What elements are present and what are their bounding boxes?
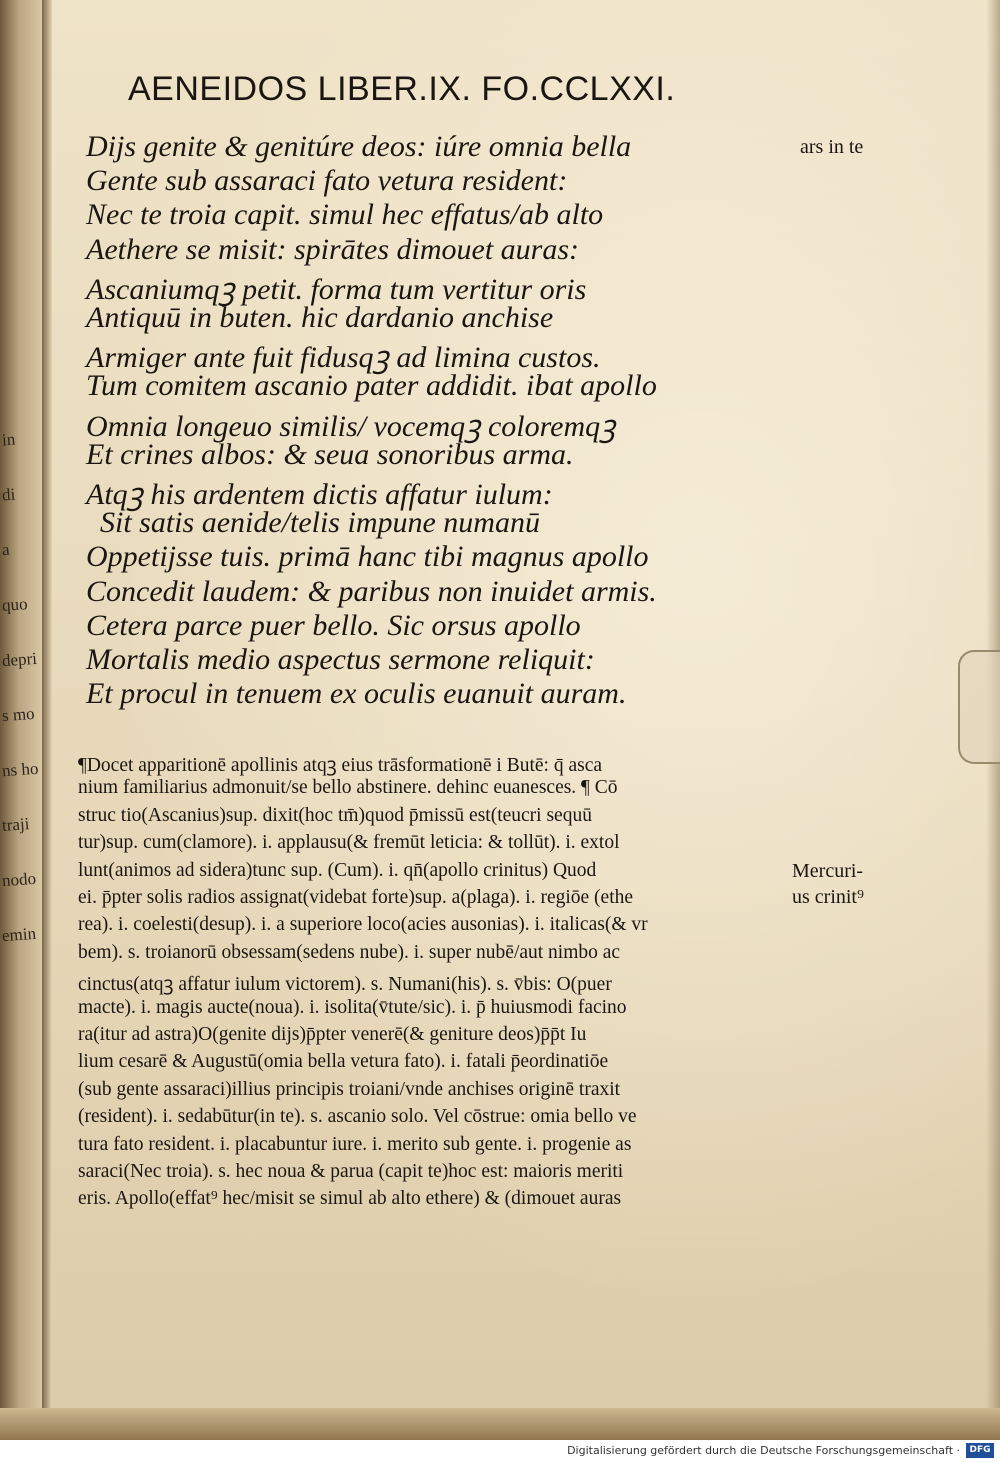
commentary-line: tura fato resident. i. placabuntur iure. i. merito sub gente. i. progenie as	[78, 1133, 632, 1155]
running-head: AENEIDOS LIBER.IX. FO.CCLXXI.	[128, 70, 676, 108]
left-page-fragment: di	[1, 484, 16, 505]
commentary-line: bem). s. troianorū obsessam(sedens nube). i. super nubē/aut nimbo ac	[78, 941, 621, 963]
page-tab-marker	[958, 650, 1000, 764]
verse-line: Et procul in tenuem ex oculis euanuit auram.	[86, 677, 627, 711]
verse-line: Oppetijsse tuis. primā hanc tibi magnus apollo	[86, 540, 649, 574]
left-page-fragment: depri	[1, 648, 38, 671]
left-page-fragment: nodo	[1, 868, 37, 891]
verse-line: Aethere se misit: spirātes dimouet auras:	[86, 232, 579, 266]
verse-line: Mortalis medio aspectus sermone reliquit:	[86, 643, 595, 676]
margin-note-mercurius-1: Mercuri-	[792, 860, 864, 882]
bottom-page-edge	[0, 1408, 1000, 1440]
verse-line: Antiquū in buten. hic dardanio anchise	[86, 301, 554, 334]
left-page-fragment: quo	[1, 594, 29, 615]
dfg-logo: DFG	[966, 1443, 994, 1458]
commentary-line: eris. Apollo(effat⁹ hec/misit se simul ab alto ethere) & (dimouet auras	[78, 1188, 622, 1210]
commentary-line: (resident). i. sedabūtur(in te). s. ascanio solo. Vel cōstrue: omia bello ve	[78, 1106, 637, 1128]
verse-line: Nec te troia capit. simul hec effatus/ab alto	[86, 198, 604, 232]
left-page-fragment: s mo	[1, 703, 36, 726]
commentary-line: struc tio(Ascanius)sup. dixit(hoc tm̄)quod p̄missū est(teucri sequū	[78, 804, 592, 826]
verse-line: Concedit laudem: & paribus non inuidet armis.	[86, 574, 657, 608]
commentary-line: macte). i. magis aucte(noua). i. isolita(v̄tute/sic). i. p̄ huiusmodi facino	[78, 996, 627, 1018]
verse-line: Et crines albos: & seua sonoribus arma.	[86, 437, 574, 471]
left-page-fragment: emin	[1, 923, 37, 946]
commentary-line: ra(itur ad astra)O(genite dijs)p̄pter venerē(& geniture deos)p̄p̄t Iu	[78, 1024, 587, 1045]
left-page-fragment: traji	[1, 814, 30, 835]
commentary-line: rea). i. coelesti(desup). i. a superiore loco(acies ausonias). i. italicas(& vr	[78, 914, 648, 936]
commentary-line: ¶Docet apparitionē apollinis atqꝫ eius trāsformationē i Butē: q̄ asca	[78, 755, 603, 776]
verse-line: Atqꝫ his ardentem dictis affatur iulum:	[86, 478, 553, 511]
commentary-line: lium cesarē & Augustū(omia bella vetura fato). i. fatali p̄eordinatiōe	[78, 1051, 609, 1073]
verse-line: Omnia longeuo similis/ vocemqꝫ coloremqꝫ	[86, 409, 616, 443]
verse-line: Gente sub assaraci fato vetura resident:	[86, 164, 568, 198]
left-page-fragment: a	[1, 539, 11, 560]
footer-credit: Digitalisierung gefördert durch die Deutsche Forschungsgemeinschaft ·	[567, 1444, 960, 1457]
commentary-line: ei. p̄pter solis radios assignat(videbat forte)sup. a(plaga). i. regiōe (ethe	[78, 887, 634, 908]
verse-line: Dijs genite & genitúre deos: iúre omnia bella	[86, 130, 632, 163]
verse-line: Sit satis aenide/telis impune numanū	[100, 506, 540, 540]
verse-line: Armiger ante fuit fidusqꝫ ad limina custos.	[86, 341, 601, 375]
commentary-line: nium familiarius admonuit/se bello abstinere. dehinc euanesces. ¶ Cō	[78, 777, 618, 799]
commentary-line: cinctus(atqꝫ affatur iulum victorem). s. Numani(his). s. v̄bis: O(puer	[78, 974, 612, 996]
verse-line: Cetera parce puer bello. Sic orsus apollo	[86, 608, 581, 642]
gutter-shadow	[42, 0, 52, 1440]
margin-note-top: ars in te	[800, 136, 864, 158]
commentary-line: lunt(animos ad sidera)tunc sup. (Cum). i. qn̄(apollo crinitus) Quod	[78, 859, 597, 881]
commentary-line: saraci(Nec troia). s. hec noua & parua (capit te)hoc est: maioris meriti	[78, 1161, 624, 1182]
verse-line: Tum comitem ascanio pater addidit. ibat apollo	[86, 369, 657, 403]
commentary-line: (sub gente assaraci)illius principis troiani/vnde anchises originē traxit	[78, 1078, 621, 1100]
verse-line: Ascaniumqꝫ petit. forma tum vertitur oris	[86, 272, 587, 306]
commentary-line: tur)sup. cum(clamore). i. applausu(& fremūt leticia: & tollūt). i. extol	[78, 832, 620, 854]
left-page-fragment: in	[1, 429, 16, 450]
left-page-fragment: ns ho	[1, 758, 39, 781]
digitization-footer	[0, 1440, 1000, 1463]
margin-note-mercurius-2: us crinit⁹	[792, 886, 864, 908]
